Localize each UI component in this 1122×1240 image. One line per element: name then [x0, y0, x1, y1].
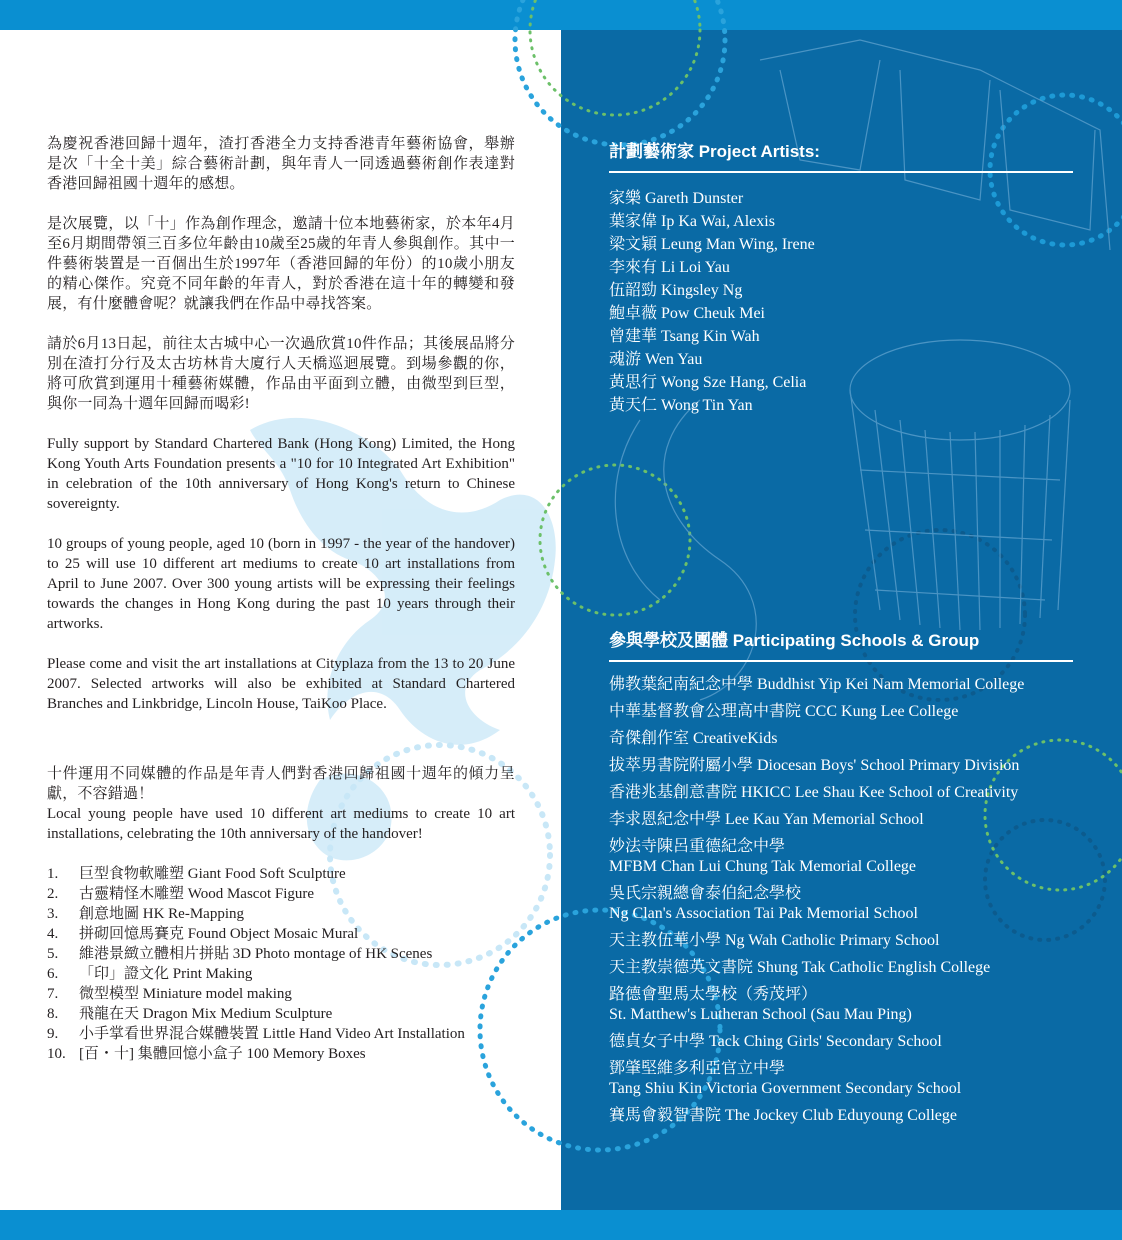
participating-schools-section: [609, 630, 1073, 1133]
list-item: 李求恩紀念中學 Lee Kau Yan Memorial School: [609, 811, 924, 828]
list-item: 9. 小手掌看世界混合媒體裝置 Little Hand Video Art Installation: [47, 1026, 465, 1042]
works-intro-zh: 十件運用不同媒體的作品是年青人們對香港回歸祖國十週年的傾力呈獻，不容錯過！: [47, 766, 515, 802]
bottom-bar: [0, 1210, 1122, 1240]
project-artists-section: [609, 141, 1073, 417]
list-item: 1. 巨型食物軟雕塑 Giant Food Soft Sculpture: [47, 866, 346, 882]
list-item: 賽馬會毅智書院 The Jockey Club Eduyoung College: [609, 1107, 957, 1124]
list-item: 6. 「印」證文化 Print Making: [47, 966, 253, 982]
list-item: 8. 飛龍在天 Dragon Mix Medium Sculpture: [47, 1006, 333, 1022]
works-list: [47, 864, 515, 1064]
artists-heading: 計劃藝術家 Project Artists:: [609, 141, 1073, 173]
intro-paragraph-en-1: Fully support by Standard Chartered Bank (Hong Kong) Limited, the Hong Kong Youth Arts Foundation presents a "10 for 10 Integrated Art Exhibition" in celebration of the 10th anniversary of Hong Kong's return to Chinese sovereignty.: [47, 436, 515, 512]
list-item: 德貞女子中學 Tack Ching Girls' Secondary School: [609, 1033, 942, 1050]
schools-heading: 參與學校及團體 Participating Schools & Group: [609, 630, 1073, 662]
dotted-circle-green: [540, 465, 690, 615]
list-item: 黃思行 Wong Sze Hang, Celia: [609, 374, 807, 391]
intro-paragraph-zh-2: 是次展覽，以「十」作為創作理念，邀請十位本地藝術家，於本年4月至6月期間帶領三百多位年齡由10歲至25歲的年青人參與創作。其中一件藝術裝置是一百個出生於1997年（香港回歸的年份）的10歲小朋友的精心傑作。究竟不同年齡的年青人，對於香港在這十年的轉變和發展，有什麼體會呢？就讓我們在作品中尋找答案。: [47, 216, 515, 312]
list-item: 天主教崇德英文書院 Shung Tak Catholic English College: [609, 959, 991, 976]
works-intro-en: Local young people have used 10 different art mediums to create 10 art installations, celebrating the 10th anniversary of the handover!: [47, 806, 515, 842]
list-item: 黃天仁 Wong Tin Yan: [609, 397, 753, 414]
list-item: 5. 維港景緻立體相片拼貼 3D Photo montage of HK Scenes: [47, 946, 433, 962]
intro-paragraph-zh-1: 為慶祝香港回歸十週年，渣打香港全力支持香港青年藝術協會，舉辦是次「十全十美」綜合藝術計劃，與年青人一同透過藝術創作表達對香港回歸祖國十週年的感想。: [47, 136, 515, 192]
dotted-circle-top: [515, 0, 725, 145]
list-item: 鄧肇堅維多利亞官立中學 Tang Shiu Kin Victoria Government Secondary School: [609, 1060, 962, 1097]
intro-paragraph-en-3: Please come and visit the art installations at Cityplaza from the 13 to 20 June 2007. Selected artworks will also be exhibited at Standard Chartered Branches and Linkbridge, Lincoln House, TaiKoo Place.: [47, 656, 515, 712]
list-item: 吳氏宗親總會泰伯紀念學校 Ng Clan's Association Tai Pak Memorial School: [609, 885, 918, 922]
list-item: 3. 創意地圖 HK Re-Mapping: [47, 906, 244, 922]
left-column: [47, 134, 515, 1064]
list-item: 梁文穎 Leung Man Wing, Irene: [609, 236, 815, 253]
list-item: 家樂 Gareth Dunster: [609, 190, 744, 207]
list-item: 天主教伍華小學 Ng Wah Catholic Primary School: [609, 932, 940, 949]
list-item: 香港兆基創意書院 HKICC Lee Shau Kee School of Creativity: [609, 784, 1019, 801]
list-item: 鮑卓薇 Pow Cheuk Mei: [609, 305, 766, 322]
list-item: 2. 古靈精怪木雕塑 Wood Mascot Figure: [47, 886, 315, 902]
list-item: 佛教葉紀南紀念中學 Buddhist Yip Kei Nam Memorial College: [609, 676, 1025, 693]
list-item: 中華基督教會公理高中書院 CCC Kung Lee College: [609, 703, 959, 720]
schools-list: [609, 675, 1073, 1126]
list-item: 葉家偉 Ip Ka Wai, Alexis: [609, 213, 775, 230]
artists-list: [609, 187, 1073, 417]
intro-paragraph-en-2: 10 groups of young people, aged 10 (born in 1997 - the year of the handover) to 25 will use 10 different art mediums to create 10 art installations from April to June 2007. Over 300 young artists will be expressing their feelings towards the changes in Hong Kong during the past 10 years through their artworks.: [47, 536, 515, 632]
list-item: 4. 拼砌回憶馬賽克 Found Object Mosaic Mural: [47, 926, 359, 942]
list-item: 拔萃男書院附屬小學 Diocesan Boys' School Primary Division: [609, 757, 1020, 774]
list-item: 李來有 Li Loi Yau: [609, 259, 730, 276]
list-item: 路德會聖馬太學校（秀茂坪） St. Matthew's Lutheran School (Sau Mau Ping): [609, 986, 912, 1023]
list-item: 奇傑創作室 CreativeKids: [609, 730, 778, 747]
list-item: 7. 微型模型 Miniature model making: [47, 986, 292, 1002]
list-item: 10. [百・十] 集體回憶小盒子 100 Memory Boxes: [47, 1046, 366, 1062]
list-item: 魂游 Wen Yau: [609, 351, 703, 368]
list-item: 妙法寺陳呂重德紀念中學 MFBM Chan Lui Chung Tak Memorial College: [609, 838, 917, 875]
list-item: 曾建華 Tsang Kin Wah: [609, 328, 760, 345]
intro-paragraph-zh-3: 請於6月13日起，前往太古城中心一次過欣賞10件作品；其後展品將分別在渣打分行及太古坊林肯大廈行人天橋巡迴展覽。到場參觀的你，將可欣賞到運用十種藝術媒體，作品由平面到立體，由微型到巨型，與你一同為十週年回歸而喝彩!: [47, 336, 515, 412]
list-item: 伍韶勁 Kingsley Ng: [609, 282, 743, 299]
